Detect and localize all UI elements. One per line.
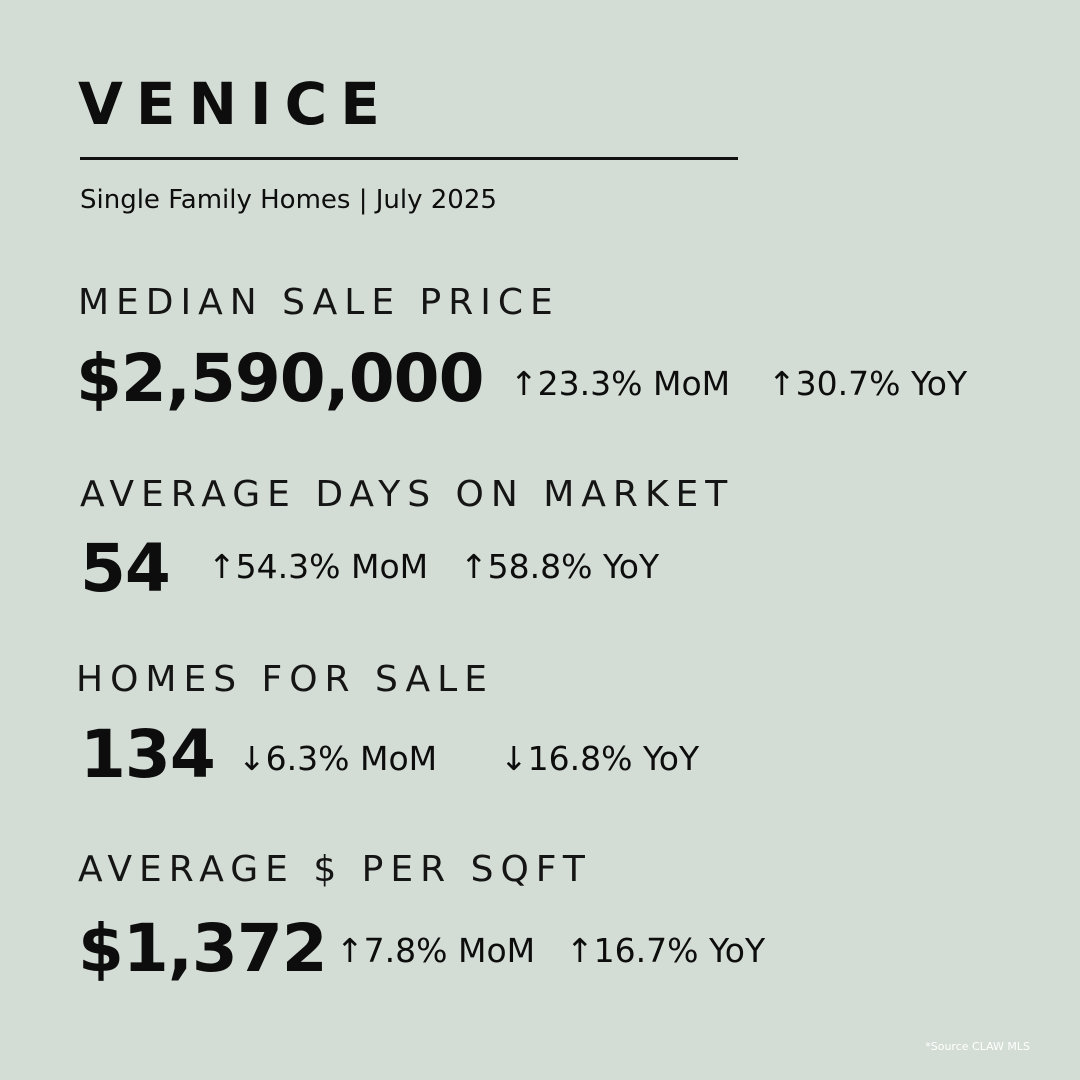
stat-yoy-median-sale-price: [768, 364, 967, 403]
mom-change-text: 7.8% MoM: [363, 931, 536, 970]
stat-value-homes-for-sale: 134: [80, 716, 215, 793]
mom-change-text: 6.3% MoM: [265, 739, 438, 778]
arrow-up-icon: ↑: [510, 364, 538, 403]
arrow-down-icon: ↓: [238, 739, 266, 778]
stat-yoy-average-days-on-market: [460, 547, 659, 586]
page-title: VENICE: [78, 70, 393, 138]
source-note: *Source CLAW MLS: [925, 1040, 1030, 1053]
stat-label-median-sale-price: MEDIAN SALE PRICE: [78, 282, 560, 323]
stat-label-average-price-per-sqft: AVERAGE $ PER SQFT: [78, 849, 592, 890]
stat-yoy-average-price-per-sqft: [566, 931, 765, 970]
mom-change-text: 23.3% MoM: [537, 364, 731, 403]
stat-value-average-price-per-sqft: $1,372: [78, 910, 327, 987]
stat-value-average-days-on-market: 54: [80, 530, 170, 607]
stat-mom-average-price-per-sqft: [336, 931, 535, 970]
stat-mom-average-days-on-market: [208, 547, 428, 586]
stat-value-median-sale-price: $2,590,000: [76, 340, 484, 417]
title-divider: [80, 157, 738, 160]
yoy-change-text: 16.7% YoY: [593, 931, 766, 970]
arrow-up-icon: ↑: [768, 364, 796, 403]
arrow-down-icon: ↓: [500, 739, 528, 778]
arrow-up-icon: ↑: [208, 547, 236, 586]
yoy-change-text: 58.8% YoY: [487, 547, 660, 586]
arrow-up-icon: ↑: [566, 931, 594, 970]
stat-label-homes-for-sale: HOMES FOR SALE: [76, 659, 494, 700]
stat-label-average-days-on-market: AVERAGE DAYS ON MARKET: [80, 474, 735, 515]
stat-mom-median-sale-price: [510, 364, 730, 403]
arrow-up-icon: ↑: [336, 931, 364, 970]
arrow-up-icon: ↑: [460, 547, 488, 586]
stat-yoy-homes-for-sale: [500, 739, 699, 778]
page-subtitle: Single Family Homes | July 2025: [80, 185, 497, 215]
yoy-change-text: 30.7% YoY: [795, 364, 968, 403]
yoy-change-text: 16.8% YoY: [527, 739, 700, 778]
stat-mom-homes-for-sale: [238, 739, 437, 778]
mom-change-text: 54.3% MoM: [235, 547, 429, 586]
